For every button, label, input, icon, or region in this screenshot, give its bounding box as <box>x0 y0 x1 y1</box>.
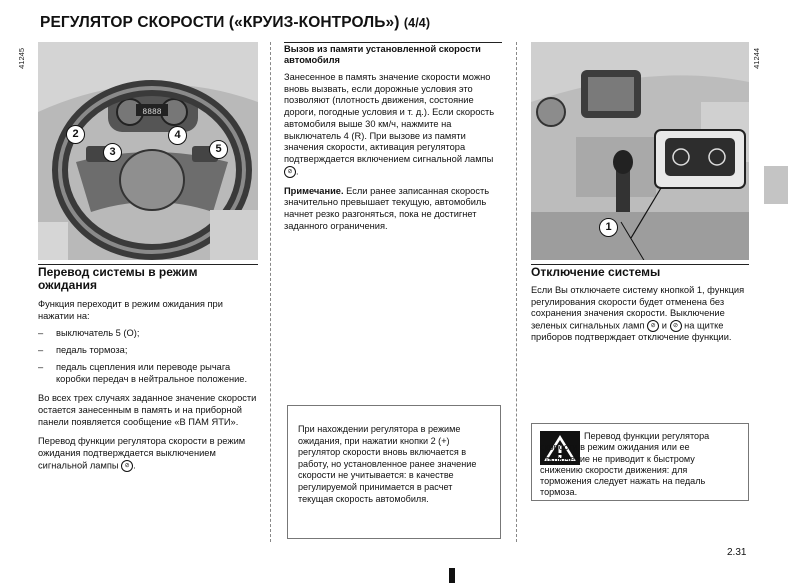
cruise-lamp-icon: ⊘ <box>284 166 296 178</box>
disable-body <box>531 285 749 344</box>
disable-para-b: на щитке приборов подтверждает отключение функции. <box>531 320 732 343</box>
page-number: 2.31 <box>727 547 747 558</box>
recall-note <box>284 186 502 233</box>
recall-body: Занесенное в память значение скорости можно вновь вызвать, если дорожные условия это позволяют (плотность движения, состояние дороги, погодные условия и т. д.). Если скорость автомобиля выше 30 км/ч, нажмите на выключатель 4 (R). При вызове из памяти значения скорости, активация регулятора подтверждается включением сигнальной лампы ⊘ . Примечание. Если ранее записанная скорость значительно превышает текущую, автомобиль начнет резко разгоняться, пока не достигнет заданного ограничения. <box>284 72 502 233</box>
cruise-lamp-icon: ⊘ <box>121 460 133 472</box>
callout-5: 5 <box>209 140 228 159</box>
recall-para1: Занесенное в память значение скорости можно вновь вызвать, если дорожные условия это позволяют (плотность движения, состояние дороги, погодные условия и т. д.). Если скорость автомобиля выше 30 км/ч, нажмите на выключатель 4 (R). При вызове из памяти значения скорости, активация регулятора подтверждается включением сигнальной лампы <box>284 72 495 164</box>
list-item: – выключатель 5 (O); <box>38 328 258 340</box>
disable-heading: Отключение системы <box>531 265 661 279</box>
column-separator <box>270 42 271 542</box>
crop-mark <box>449 568 455 583</box>
warning-box <box>531 423 749 501</box>
callout-2: 2 <box>66 125 85 144</box>
section-rule-recall <box>284 42 502 43</box>
standby-body <box>38 299 258 472</box>
cruise-lamp-icon: ⊘ <box>647 320 659 332</box>
info-box-text: При нахождении регулятора в режиме ожидания, при нажатии кнопки 2 (+) регулятор скорости вновь включается в работу, но установленное ранее значение скорости не учитывается: в качестве регулируемой принимается в расчет текущая скорость автомобиля. <box>298 424 477 504</box>
recall-heading: Вызов из памяти установленной скорости автомобиля <box>284 44 481 65</box>
figure-right-id: 41244 <box>752 48 761 69</box>
callout-4: 4 <box>168 126 187 145</box>
standby-list <box>38 328 258 385</box>
standby-intro: Функция переходит в режим ожидания при нажатии на: <box>38 299 223 321</box>
list-item: – педаль тормоза; <box>38 345 258 357</box>
chapter-tab <box>764 166 788 204</box>
info-box <box>287 405 501 539</box>
warning-box-text: Перевод функции регулятора скорости в режим ожидания или ее отключение не приводит к быстрому снижению скорости движения: для торможения следует нажать на педаль тормоза. <box>540 431 710 498</box>
steering-wheel-figure <box>38 42 258 260</box>
page-title-suffix: (4/4) <box>403 16 431 30</box>
callout-3: 3 <box>103 143 122 162</box>
recall-note-label: Примечание. <box>284 185 344 196</box>
list-item: – педаль сцепления или переводе рычага коробки передач в нейтральное положение. <box>38 362 258 385</box>
disable-para-a: Если Вы отключаете систему кнопкой 1, функция регулирования скорости будет отменена без сохранения значения скорости. Выключение зеленых сигнальных ламп <box>531 285 745 331</box>
standby-para2-wrap: Перевод функции регулятора скорости в режим ожидания подтверждается выключением сигнальной лампы ⊘ . <box>38 436 246 471</box>
dashboard-figure <box>531 42 749 260</box>
standby-para2: Перевод функции регулятора скорости в режим ожидания подтверждается выключением сигнальной лампы <box>38 436 246 471</box>
standby-heading: Перевод системы в режим ожидания <box>38 265 198 292</box>
callout-1: 1 <box>599 218 618 237</box>
column-separator <box>516 42 517 542</box>
dashboard-illustration <box>531 42 749 260</box>
figure-left-id: 41245 <box>17 48 26 69</box>
page-title <box>40 14 430 32</box>
disable-para-and: и <box>661 320 667 331</box>
standby-para1: Во всех трех случаях заданное значение скорости остается занесенным в память и на приборной панели появляется сообщение «В ПАМ ЯТИ». <box>38 393 257 427</box>
cruise-lamp-icon: ⊘ <box>670 320 682 332</box>
cluster-display-text: 8888 <box>142 108 162 117</box>
page-title-text: РЕГУЛЯТОР СКОРОСТИ («КРУИЗ-КОНТРОЛЬ») <box>40 14 400 31</box>
recall-note-text: Если ранее записанная скорость значительно превышает текущую, автомобиль начнет резко разгоняться, пока не достигнет заданного ограничения. <box>284 185 490 231</box>
